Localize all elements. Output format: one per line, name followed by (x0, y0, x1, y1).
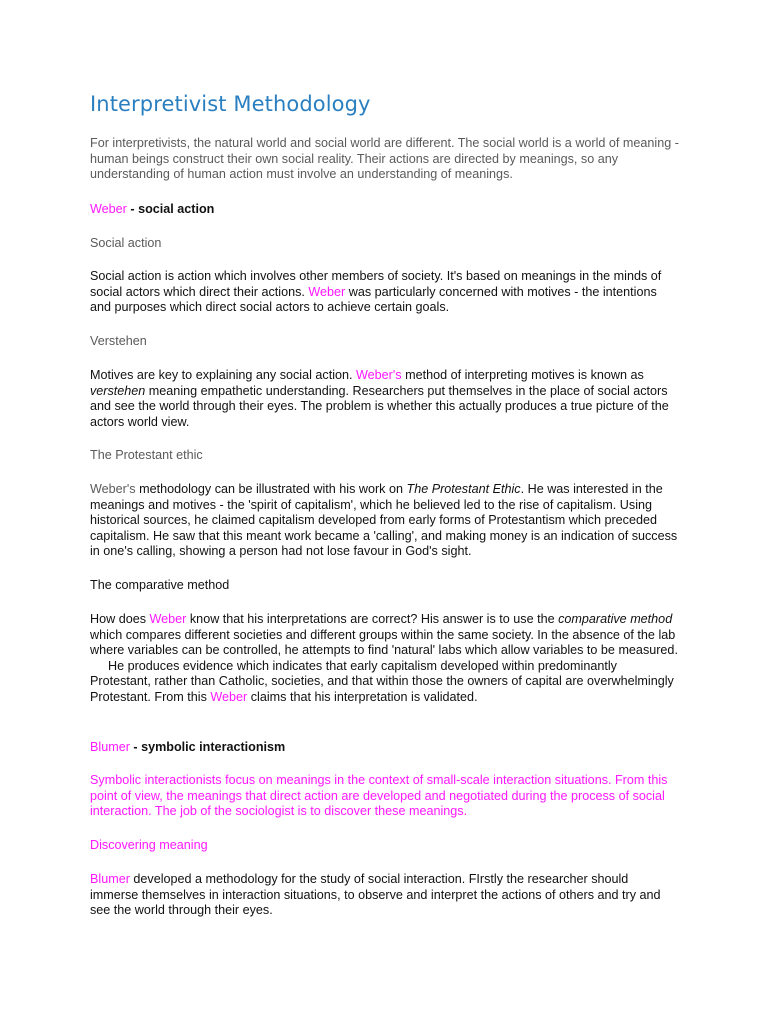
weber-name: Weber's (90, 482, 136, 496)
social-action-paragraph (90, 269, 680, 316)
protestant-subheading: The Protestant ethic (90, 448, 203, 462)
weber-name: Weber (149, 612, 187, 626)
blumer-intro-paragraph: Symbolic interactionists focus on meanings in the context of small-scale interaction situations. From this point of view, the meanings that direct action are developed and negotiated during the process of social interaction. The job of the sociologist is to discover these meanings. (90, 773, 668, 819)
method-term: comparative method (558, 612, 673, 626)
discovering-paragraph (90, 872, 680, 919)
book-title: The Protestant Ethic (406, 482, 521, 496)
verstehen-term: verstehen (90, 383, 146, 398)
text-run: He produces evidence which indicates that early capitalism developed within predominantly Protestant, rather than Catholic, societies, and that within those the owners of capital are overwhelmingly Protestant. From this (90, 658, 674, 704)
weber-name: Weber (90, 202, 127, 216)
text-run: which compares different societies and different groups within the same society. In the absence of the lab where variables can be controlled, he attempts to find 'natural' labs which allow variables to be measured. (90, 627, 678, 658)
text-run: . He was interested in the meanings and motives - the 'spirit of capitalism', which he believed led to the rise of capitalism. Using historical sources, he claimed capitalism developed from early forms of Protestantism which preceded capitalism. He saw that this meant work became a 'calling', and making money is an indication of success in one's calling, showing a person had not lose favour in God's sight. (90, 482, 678, 559)
discovering-subheading: Discovering meaning (90, 838, 208, 852)
text-run: know that his interpretations are correct? His answer is to use the (186, 612, 559, 626)
text-run: Social action is action which involves other members of society. It's based on meanings in the minds of social actors which direct their actions. (90, 269, 662, 299)
comparative-paragraph (90, 612, 680, 706)
intro-paragraph: For interpretivists, the natural world and social world are different. The social world is a world of meaning - human beings construct their own social reality. Their actions are directed by meanings, so any understanding of human action must involve an understanding of meanings. (90, 136, 679, 182)
protestant-paragraph (90, 482, 680, 560)
social-action-subheading: Social action (90, 236, 162, 250)
weber-heading-text: - social action (126, 202, 215, 216)
blumer-heading-text: - symbolic interactionism (129, 740, 286, 754)
text-run: How does (90, 612, 150, 626)
weber-heading (90, 202, 680, 218)
text-run: methodology can be illustrated with his work on (135, 482, 407, 496)
verstehen-subheading: Verstehen (90, 334, 147, 348)
comparative-subheading: The comparative method (90, 578, 230, 592)
blumer-name: Blumer (90, 872, 130, 886)
blumer-name: Blumer (90, 740, 130, 754)
text-run: developed a methodology for the study of social interaction. FIrstly the researcher should immerse themselves in interaction situations, to observe and interpret the actions of others and try and see the world through their eyes. (90, 872, 661, 918)
text-run: method of interpreting motives is known as (401, 368, 644, 382)
blumer-heading (90, 740, 680, 756)
text-run: meaning empathetic understanding. Researchers put themselves in the place of social actors and see the world through their eyes. The problem is whether this actually produces a true picture of the actors world view. (90, 383, 669, 429)
weber-name: Weber's (356, 368, 402, 382)
weber-name: Weber (308, 284, 346, 299)
text-run: claims that his interpretation is validated. (247, 689, 478, 704)
weber-name: Weber (210, 689, 248, 704)
text-run: Motives are key to explaining any social action. (90, 368, 357, 382)
text-run: was particularly concerned with motives - the intentions and purposes which direct social actors to achieve certain goals. (90, 284, 657, 315)
page-title: Interpretivist Methodology (90, 92, 371, 116)
verstehen-paragraph (90, 368, 680, 430)
